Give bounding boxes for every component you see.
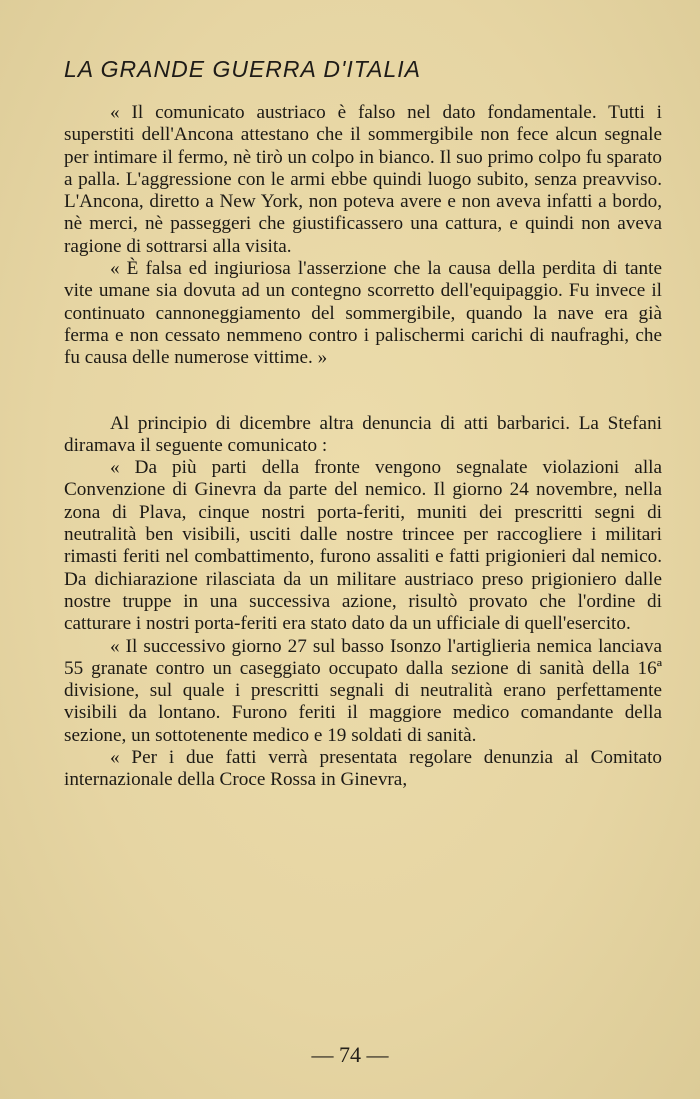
body-text: [64, 102, 662, 792]
running-title: LA GRANDE GUERRA D'ITALIA: [64, 56, 421, 82]
page-number: — 74 —: [311, 1042, 389, 1067]
paragraph-isonzo-shelling: « Il successivo giorno 27 sul basso Isonzo l'artiglieria nemica lanciava 55 granate contro un caseggiato occupato dalla sezione di sanità della 16ª divisione, sul quale i prescritti segnali di neutralità erano perfettamente visibili da lontano. Furono feriti il maggiore medico comandante della sezione, un sottotenente medico e 19 soldati di sanità.: [64, 635, 662, 746]
paragraph-false-assertion: « È falsa ed ingiuriosa l'asserzione che la causa della perdita di tante vite umane sia dovuta ad un contegno scorretto dell'equipaggio. Fu invece il continuato cannoneggiamento del sommergibile, quando la nave era già ferma e non cessato nemmeno contro i palischermi carichi di naufraghi, che fu causa delle numerose vittime. »: [64, 258, 662, 369]
paragraph-geneva-violations: « Da più parti della fronte vengono segnalate violazioni alla Convenzione di Ginevra da parte del nemico. Il giorno 24 novembre, nella zona di Plava, cinque nostri porta-feriti, muniti dei prescritti segni di neutralità ben visibili, usciti dalle nostre trincee per raccogliere i militari rimasti feriti nel combattimento, furono assaliti e fatti prigionieri dal nemico. Da dichiarazione rilasciata da un militare austriaco preso prigioniero dalle nostre truppe in una successiva azione, risultò provato che l'ordine di catturare i nostri porta-feriti era stato dato da un ufficiale di quell'esercito.: [64, 457, 662, 635]
section-break: [64, 370, 662, 413]
paragraph-ancona-rebuttal: « Il comunicato austriaco è falso nel dato fondamentale. Tutti i superstiti dell'Ancona attestano che il sommergibile non fece alcun segnale per intimare il fermo, nè tirò un colpo in bianco. Il suo primo colpo fu sparato a palla. L'aggressione con le armi ebbe quindi luogo subito, senza preavviso. L'Ancona, diretto a New York, non poteva avere e non aveva infatti a bordo, nè merci, nè passeggeri che giustificassero una cattura, e quindi non aveva ragione di sottrarsi alla visita.: [64, 102, 662, 257]
paragraph-december-denunciation: Al principio di dicembre altra denuncia di atti barbarici. La Stefani diramava il seguente comunicato :: [64, 412, 662, 456]
paragraph-red-cross-complaint: « Per i due fatti verrà presentata regolare denunzia al Comitato internazionale della Croce Rossa in Ginevra,: [64, 747, 662, 791]
